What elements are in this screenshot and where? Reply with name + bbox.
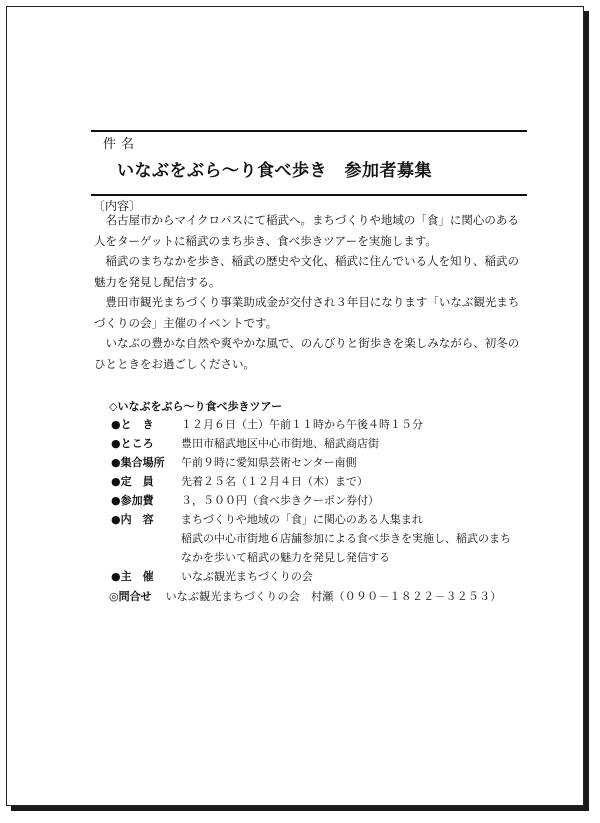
paragraph-line: 名古屋市からマイクロバスにて稲武へ。まちづくりや地域の「食」に関心のある — [94, 213, 519, 227]
detail-label: ●集合場所 — [111, 456, 165, 469]
paragraph-line: 稲武のまちなかを歩き、稲武の歴史や文化、稲武に住んでいる人を知り、稲武の — [94, 254, 520, 268]
detail-label: ●定 員 — [111, 475, 154, 488]
paragraph-line: いなぶの豊かな自然や爽やかな風で、のんびりと街歩きを楽しみながら、初冬の — [94, 336, 520, 350]
document-title: いなぶをぶら〜り食べ歩き 参加者募集 — [117, 161, 432, 181]
contact-value: いなぶ観光まちづくりの会 村瀬（０９０－１８２２－３２５３） — [165, 590, 502, 603]
paragraph-line: 豊田市観光まちづくり事業助成金が交付され３年目になります「いなぶ観光まち — [94, 295, 520, 309]
detail-value: いなぶ観光まちづくりの会 — [181, 570, 313, 583]
document-page — [6, 6, 584, 806]
detail-value: １２月６日（土）午前１１時から午後４時１５分 — [181, 418, 423, 431]
paragraph-line: 魅力を発見し配信する。 — [94, 274, 221, 289]
detail-value: まちづくりや地域の「食」に関心のある人集まれ — [181, 513, 423, 526]
detail-value: 午前９時に愛知県芸術センター南側 — [181, 456, 357, 469]
detail-value: 豊田市稲武地区中心市街地、稲武商店街 — [181, 437, 379, 450]
paragraph-line: 人をターゲットに稲武のまち歩き、食べ歩きツアーを実施します。 — [94, 233, 437, 248]
paragraph-line: づくりの会」主催のイベントです。 — [94, 315, 278, 330]
contact-label: ◎問合せ — [109, 590, 152, 603]
content-label: 〔内容〕 — [93, 199, 142, 213]
title-rule — [91, 194, 527, 196]
detail-label: ●内 容 — [111, 513, 154, 526]
paragraph-line: ひとときをお過ごしください。 — [94, 356, 255, 371]
detail-value: ３，５００円（食べ歩きクーポン券付） — [181, 494, 379, 507]
contact-line — [109, 588, 502, 604]
detail-label: ●ところ — [111, 437, 154, 450]
detail-label: ●主 催 — [111, 570, 154, 583]
detail-value: 稲武の中心市街地６店舗参加による食べ歩きを実施し、稲武のまち — [181, 532, 511, 545]
subject-label: 件名 — [103, 137, 140, 152]
detail-value: なかを歩いて稲武の魅力を発見し発信する — [181, 551, 390, 564]
detail-value: 先着２５名（１２月４日（木）まで） — [181, 475, 368, 488]
event-title: ◇いなぶをぶら〜り食べ歩きツアー — [109, 400, 283, 413]
content-paragraph — [94, 210, 534, 374]
detail-label: ●参加費 — [111, 494, 154, 507]
detail-label: ●と き — [111, 418, 154, 431]
top-rule — [91, 130, 527, 132]
